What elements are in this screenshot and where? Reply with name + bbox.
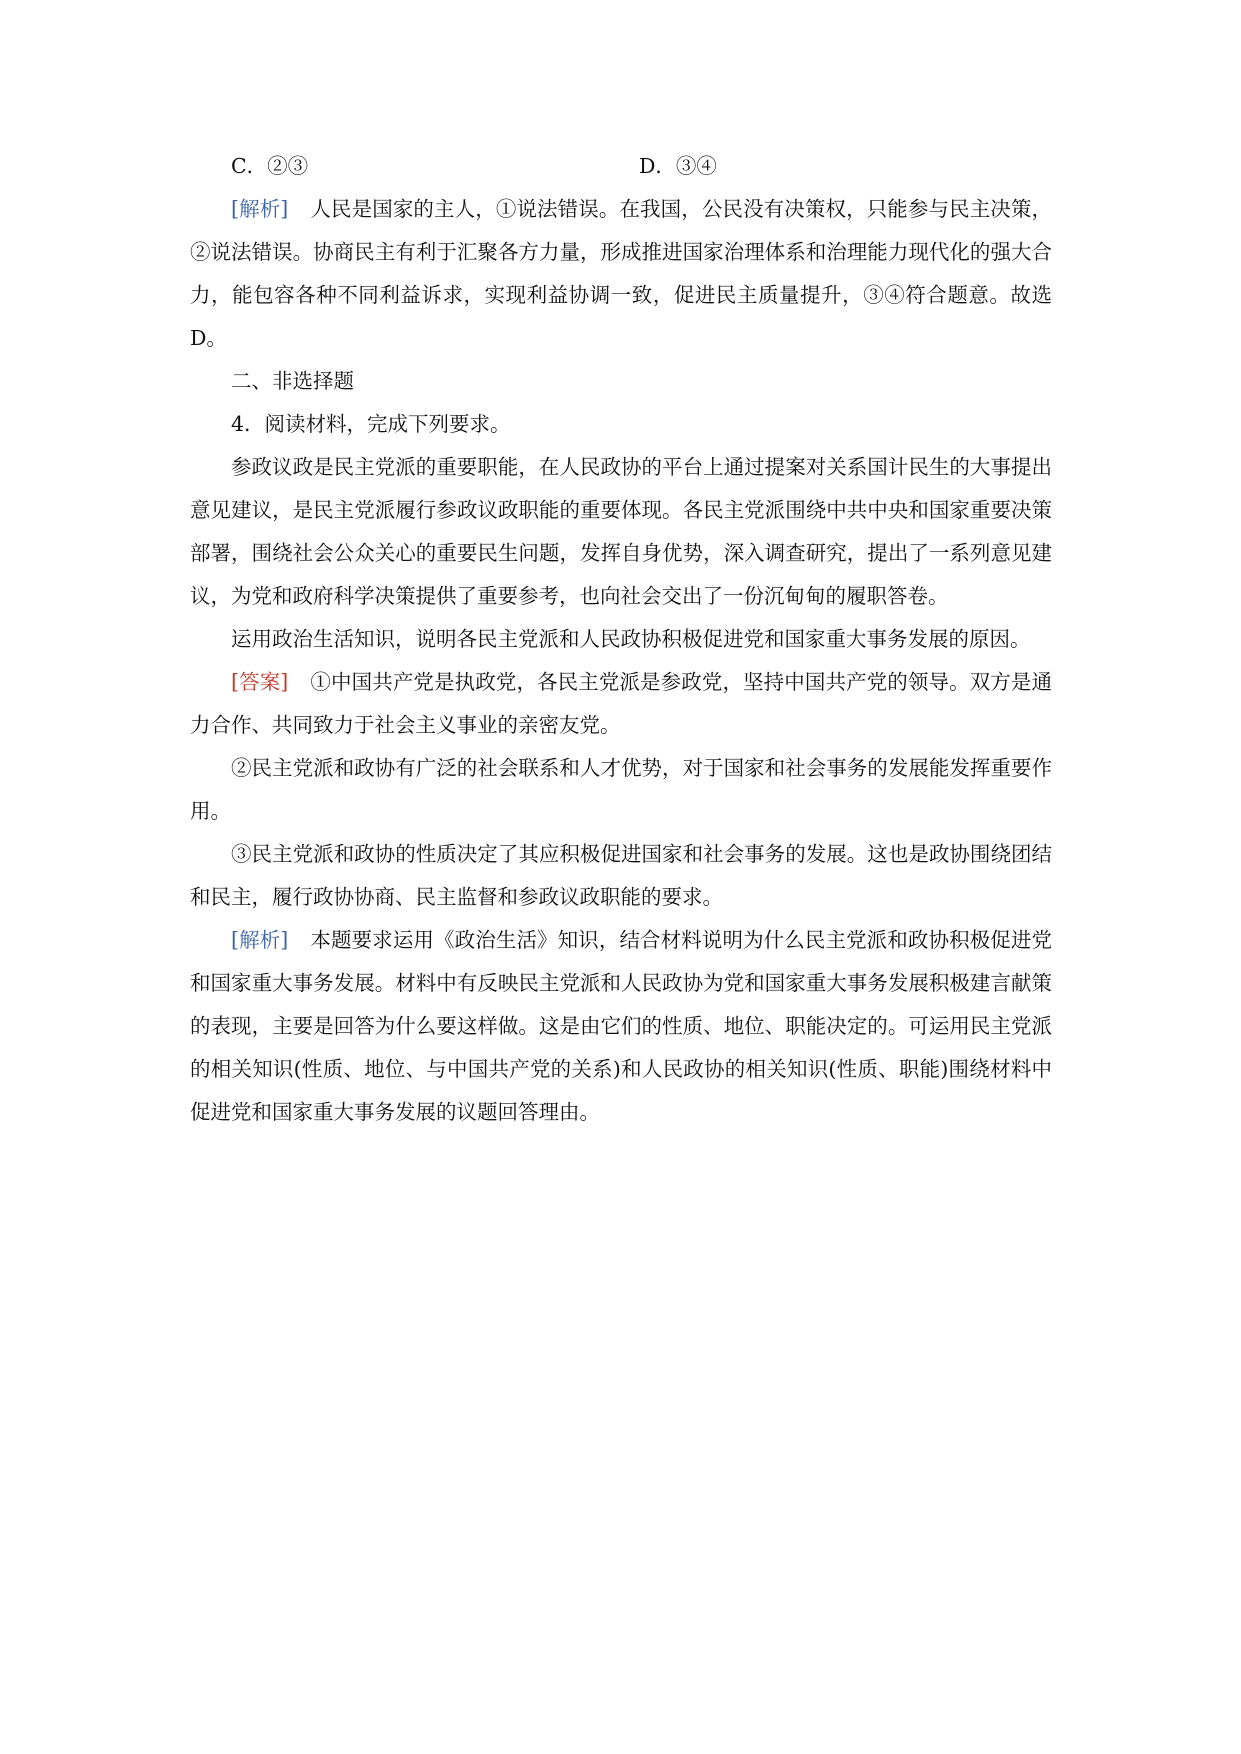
- question-material: 参政议政是民主党派的重要职能，在人民政协的平台上通过提案对关系国计民生的大事提出意见建议，是民主党派履行参政议政职能的重要体现。各民主党派围绕中共中央和国家重要决策部署，围绕社会公众关心的重要民生问题，发挥自身优势，深入调查研究，提出了一系列意见建议，为党和政府科学决策提供了重要参考，也向社会交出了一份沉甸甸的履职答卷。: [190, 455, 1052, 608]
- analysis-text: 本题要求运用《政治生活》知识，结合材料说明为什么民主党派和政协积极促进党和国家重大事务发展。材料中有反映民主党派和人民政协为党和国家重大事务发展积极建言献策的表现，主要是回答为什么要这样做。这是由它们的性质、地位、职能决定的。可运用民主党派的相关知识(性质、地位、与中国共产党的关系)和人民政协的相关知识(性质、职能)围绕材料中促进党和国家重大事务发展的议题回答理由。: [190, 928, 1053, 1124]
- analysis-paragraph-1: [190, 188, 1052, 360]
- answer-point-1: [190, 661, 1052, 747]
- option-d: D．③④: [639, 154, 717, 178]
- document-content: [190, 145, 1052, 1134]
- analysis-paragraph-2: [190, 919, 1052, 1134]
- analysis-tag: [解析]: [231, 197, 289, 221]
- answer-point-2: ②民主党派和政协有广泛的社会联系和人才优势，对于国家和社会事务的发展能发挥重要作用。: [190, 756, 1052, 823]
- option-c: C．②③: [231, 154, 309, 178]
- analysis-tag: [解析]: [231, 928, 289, 952]
- question-stem: 4．阅读材料，完成下列要求。: [231, 412, 511, 436]
- analysis-text: 人民是国家的主人，①说法错误。在我国，公民没有决策权，只能参与民主决策，②说法错误。协商民主有利于汇聚各方力量，形成推进国家治理体系和治理能力现代化的强大合力，能包容各种不同利益诉求，实现利益协调一致，促进民主质量提升，③④符合题意。故选D。: [190, 197, 1053, 350]
- section-title: 二、非选择题: [231, 369, 354, 393]
- answer-point-1-text: ①中国共产党是执政党，各民主党派是参政党，坚持中国共产党的领导。双方是通力合作、共同致力于社会主义事业的亲密友党。: [190, 670, 1053, 737]
- answer-tag: [答案]: [231, 670, 289, 694]
- question-requirement: 运用政治生活知识，说明各民主党派和人民政协积极促进党和国家重大事务发展的原因。: [231, 627, 1031, 651]
- choice-options: [190, 145, 1052, 188]
- answer-point-3: ③民主党派和政协的性质决定了其应积极促进国家和社会事务的发展。这也是政协围绕团结和民主，履行政协协商、民主监督和参政议政职能的要求。: [190, 842, 1052, 909]
